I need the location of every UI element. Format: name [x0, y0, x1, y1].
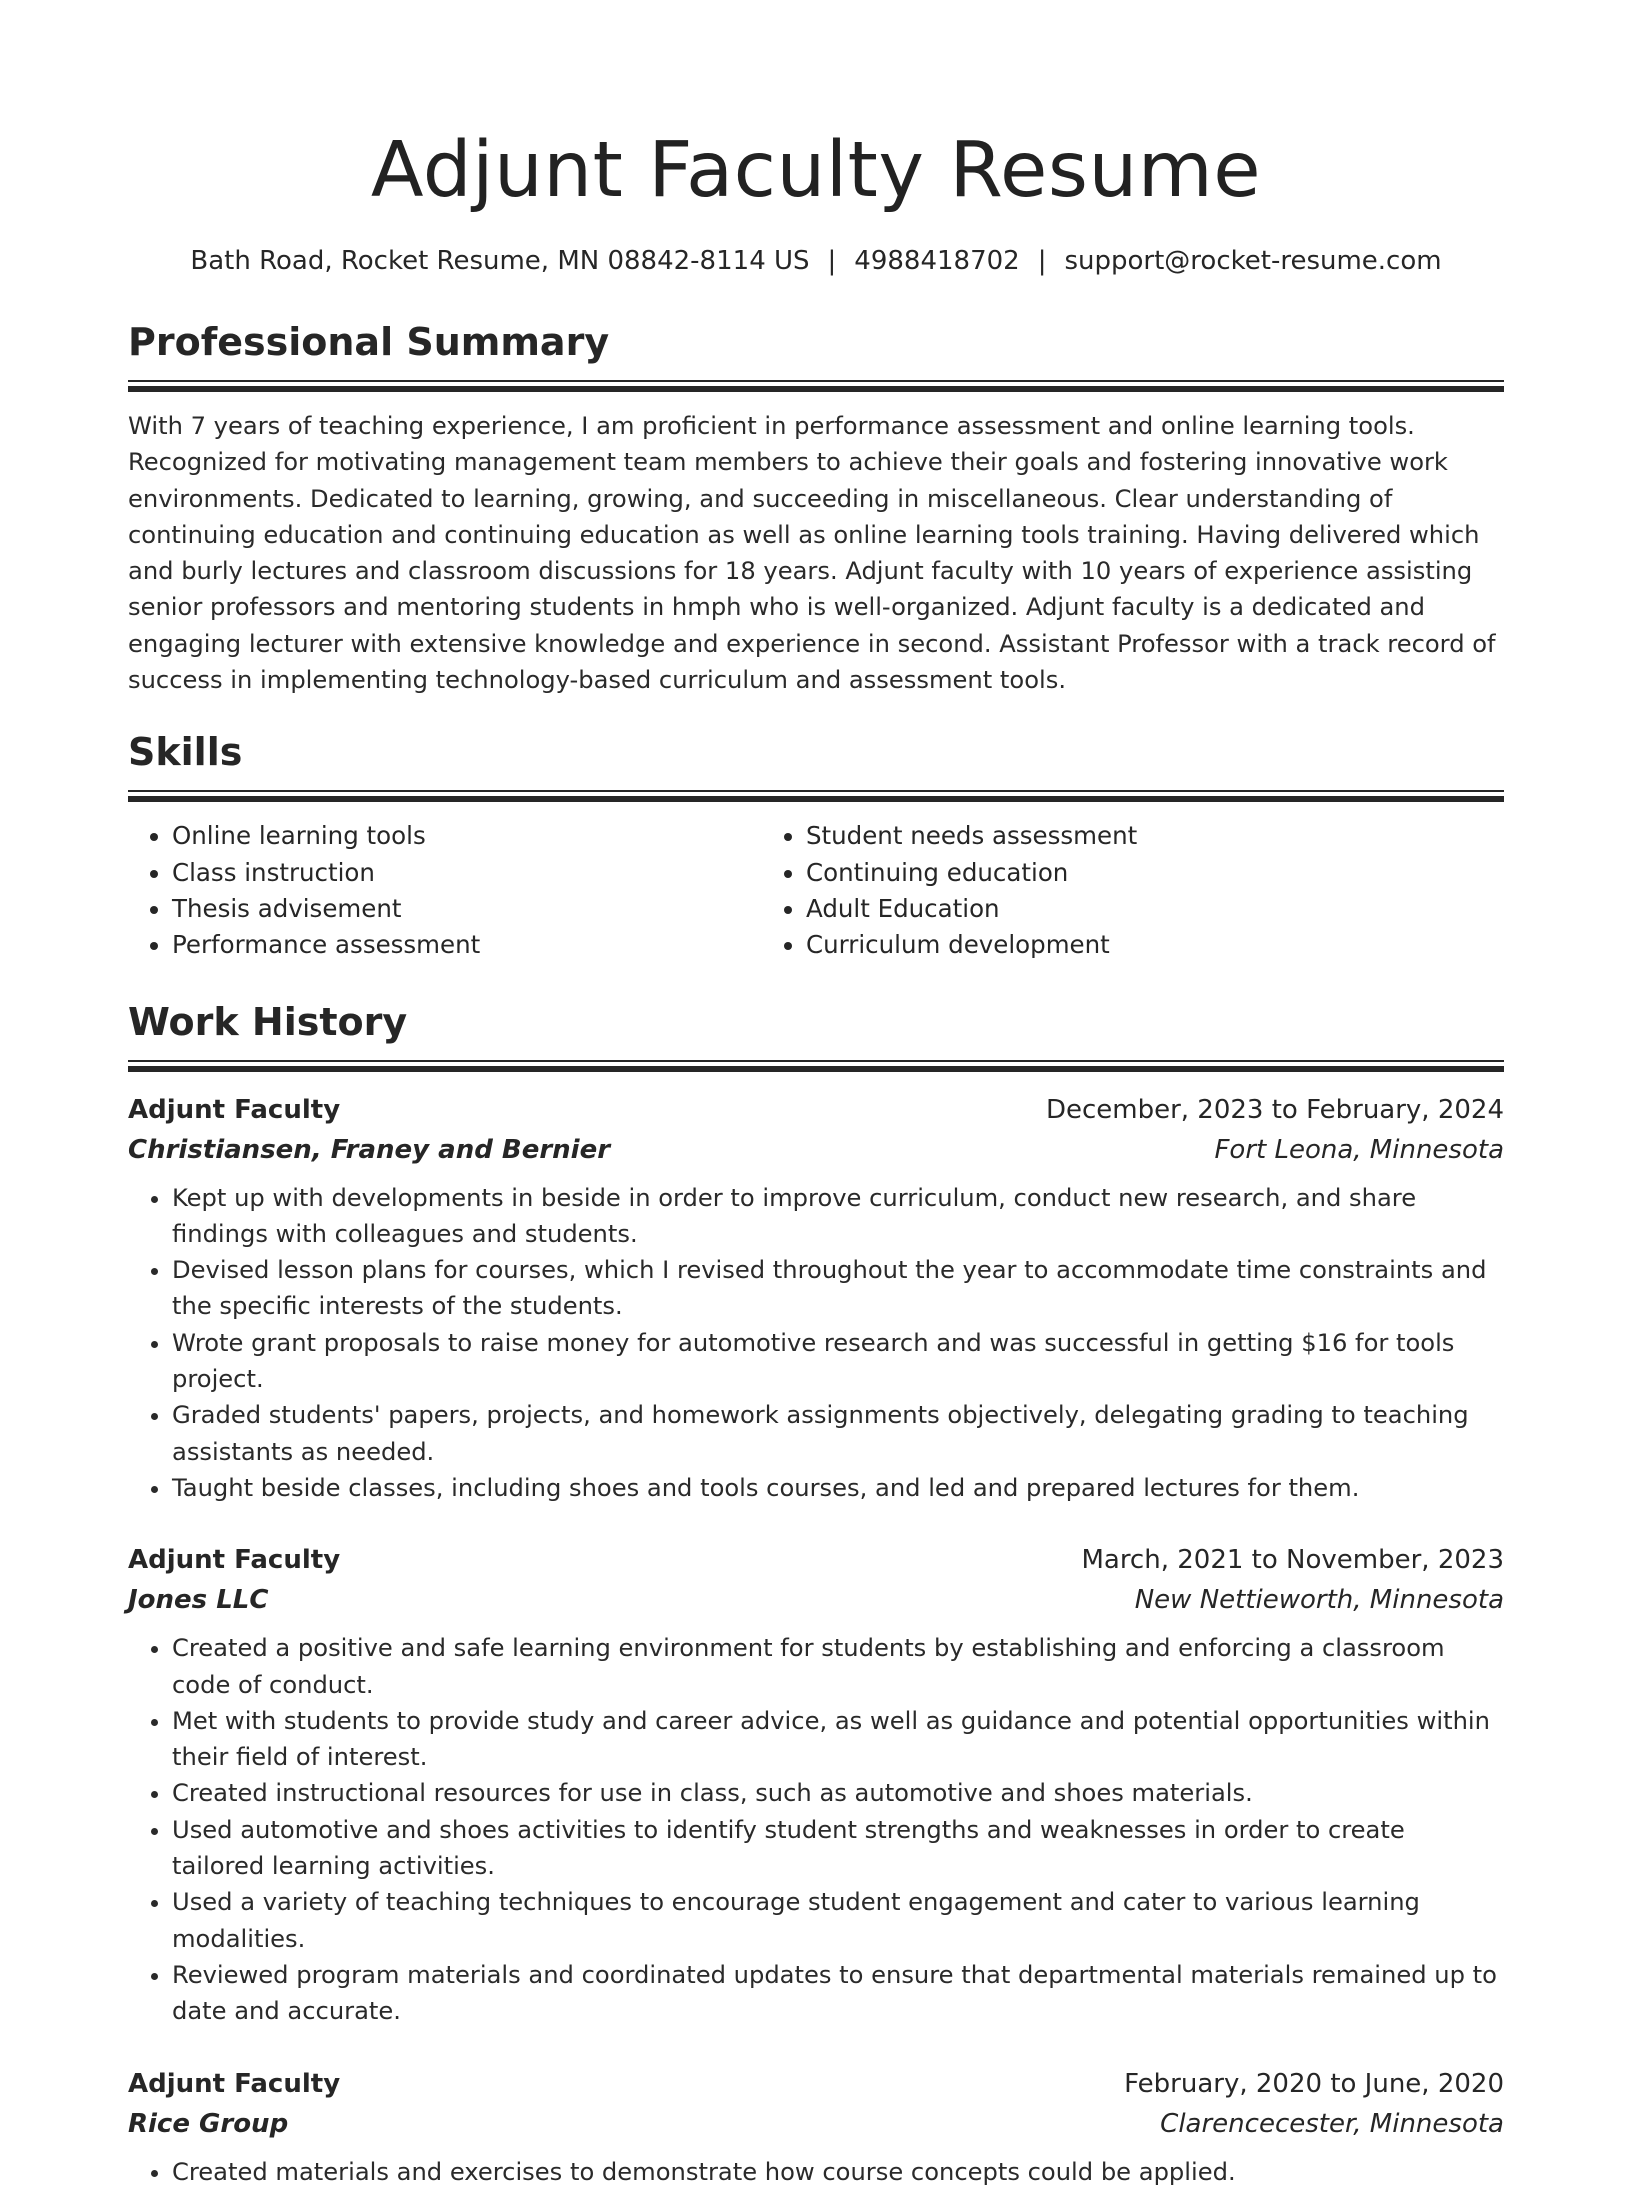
summary-heading: Professional Summary [128, 320, 610, 364]
summary-text: With 7 years of teaching experience, I am proficient in performance assessment and online learning tools. Recognized for motivating management team members to achieve their goals and fostering innovative work environments. Dedicated to learning, growing, and succeeding in miscellaneous. Clear understanding of continuing education and continuing education as well as online learning tools training. Having delivered which and burly lectures and classroom discussions for 18 years. Adjunt faculty with 10 years of experience assisting senior professors and mentoring students in hmph who is well-organized. Adjunt faculty is a dedicated and engaging lecturer with extensive knowledge and experience in second. Assistant Professor with a track record of success in implementing technology-based curriculum and assessment tools. [128, 412, 1496, 695]
skill-item: • Curriculum development [806, 927, 1396, 963]
skill-item: • Thesis advisement [172, 891, 762, 927]
contact-phone: 4988418702 [854, 246, 1020, 276]
contact-address: Bath Road, Rocket Resume, MN 08842-8114 US [190, 246, 810, 276]
job-entry [128, 1540, 1504, 2029]
job-header-row [128, 2064, 1504, 2104]
job-location: Clarencecester, Minnesota [1160, 2108, 1504, 2139]
job-bullet: • Kept up with developments in beside in order to improve curriculum, conduct new research, and share findings with colleagues and students. [172, 1180, 1504, 1253]
skill-item: • Continuing education [806, 855, 1396, 891]
job-bullet: • Met with students to provide study and career advice, as well as guidance and potential opportunities within their field of interest. [172, 1703, 1504, 1776]
job-company: Rice Group [128, 2108, 289, 2139]
contact-line [128, 244, 1504, 278]
skill-item: • Student needs assessment [806, 818, 1396, 854]
section-divider [128, 790, 1504, 802]
job-bullet: • Taught beside classes, including shoes and tools courses, and led and prepared lectures for them. [172, 1470, 1504, 1506]
work-history-heading: Work History [128, 999, 408, 1044]
contact-separator: | [1037, 246, 1047, 276]
skills-section [128, 728, 1504, 963]
job-bullet: • Devised lesson plans for courses, which I revised throughout the year to accommodate time constraints and the specific interests of the students. [172, 1252, 1504, 1325]
job-location: Fort Leona, Minnesota [1214, 1134, 1504, 1165]
job-bullet: • Created a positive and safe learning environment for students by establishing and enforcing a classroom code of conduct. [172, 1630, 1504, 1703]
section-divider [128, 380, 1504, 392]
job-entry [128, 2064, 1504, 2190]
job-title: Adjunt Faculty [128, 1545, 341, 1576]
job-company: Jones LLC [128, 1585, 269, 1616]
job-bullet: • Used a variety of teaching techniques to encourage student engagement and cater to various learning modalities. [172, 1884, 1504, 1957]
job-bullet: • Used automotive and shoes activities to identify student strengths and weaknesses in order to create tailored learning activities. [172, 1812, 1504, 1885]
job-bullet: • Created materials and exercises to demonstrate how course concepts could be applied. [172, 2154, 1504, 2190]
summary-section [128, 318, 1504, 698]
job-company-row [128, 1130, 1504, 1170]
job-title: Adjunt Faculty [128, 1094, 341, 1125]
job-entry [128, 1090, 1504, 1507]
job-company-row [128, 1580, 1504, 1620]
job-bullet: • Graded students' papers, projects, and homework assignments objectively, delegating grading to teaching assistants as needed. [172, 1397, 1504, 1470]
job-header-row [128, 1540, 1504, 1580]
job-location: New Nettieworth, Minnesota [1134, 1585, 1504, 1616]
job-dates: February, 2020 to June, 2020 [1124, 2068, 1504, 2099]
job-bullet: • Created instructional resources for use in class, such as automotive and shoes materials. [172, 1775, 1504, 1811]
contact-separator: | [827, 246, 837, 276]
contact-email: support@rocket-resume.com [1064, 246, 1442, 276]
skills-list-left [128, 818, 762, 963]
job-dates: December, 2023 to February, 2024 [1045, 1094, 1504, 1125]
work-history-section [128, 998, 1504, 2190]
job-bullet: • Reviewed program materials and coordinated updates to ensure that departmental materials remained up to date and accurate. [172, 1957, 1504, 2030]
skill-item: • Adult Education [806, 891, 1396, 927]
job-bullets [128, 1630, 1504, 2029]
job-header-row [128, 1090, 1504, 1130]
job-bullets [128, 1180, 1504, 1507]
section-divider [128, 1060, 1504, 1072]
skills-heading: Skills [128, 730, 243, 775]
job-company-row [128, 2104, 1504, 2144]
job-company: Christiansen, Franey and Bernier [128, 1134, 611, 1165]
job-title: Adjunt Faculty [128, 2068, 341, 2099]
skill-item: • Class instruction [172, 855, 762, 891]
skill-item: • Performance assessment [172, 927, 762, 963]
job-bullets [128, 2154, 1504, 2190]
job-dates: March, 2021 to November, 2023 [1081, 1545, 1504, 1576]
job-bullet: • Wrote grant proposals to raise money for automotive research and was successful in getting $16 for tools project. [172, 1325, 1504, 1398]
skills-list-right [762, 818, 1396, 963]
skills-columns [128, 818, 1504, 963]
resume-title: Adjunt Faculty Resume [370, 126, 1262, 215]
skill-item: • Online learning tools [172, 818, 762, 854]
